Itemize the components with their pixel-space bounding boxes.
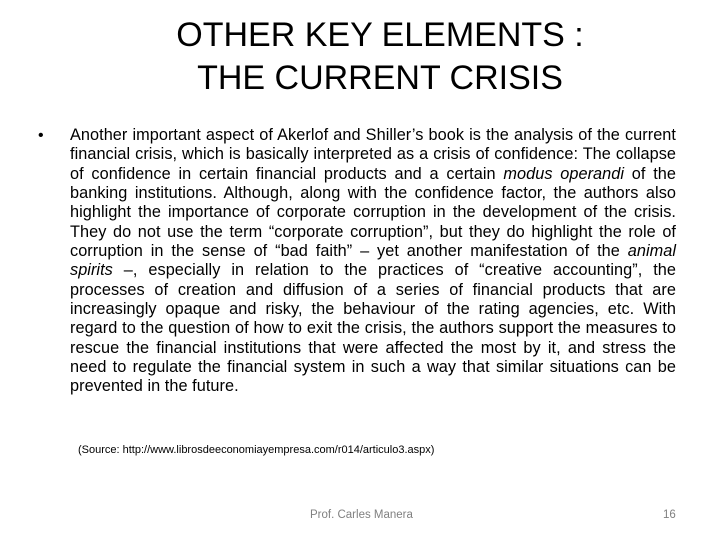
bullet-icon: • bbox=[38, 127, 44, 144]
page-number: 16 bbox=[663, 509, 676, 521]
body-italic-animal-spirits: animal spirits bbox=[70, 242, 676, 280]
source-citation: (Source: http://www.librosdeeconomiayempresa.com/r014/articulo3.aspx) bbox=[78, 444, 435, 456]
body-segment-3: of the banking institutions. Although, along with the confidence factor, the authors also highlight the importance of corporate corruption in the development of the crisis. They do not use the term “corporate corruption”, but they do highlight the role of corruption in the sense of “bad faith” – yet another manifestation of the bbox=[70, 164, 677, 261]
body-segment-1: Another important aspect of Akerlof and Shiller’s book is the analysis of the current financial crisis, which is basically interpreted as a crisis of confidence: The collapse of confidence in certain financial products and a certain bbox=[70, 126, 676, 183]
body-italic-modus-operandi: modus operandi bbox=[503, 164, 625, 183]
title-line-1: OTHER KEY ELEMENTS : bbox=[176, 16, 584, 54]
footer-author: Prof. Carles Manera bbox=[310, 509, 413, 521]
slide-title bbox=[110, 14, 650, 100]
body-segment-5: –, especially in relation to the practices of “creative accounting”, the processes of creation and diffusion of a series of financial products that are increasingly opaque and risky, the behaviour of the rating agencies, etc. With regard to the question of how to exit the crisis, the authors support the measures to rescue the financial institutions that were affected the most by it, and stress the need to regulate the financial system in such a way that similar situations can be prevented in the future. bbox=[70, 261, 676, 396]
title-line-2: THE CURRENT CRISIS bbox=[197, 59, 563, 97]
bullet-paragraph bbox=[70, 126, 676, 397]
